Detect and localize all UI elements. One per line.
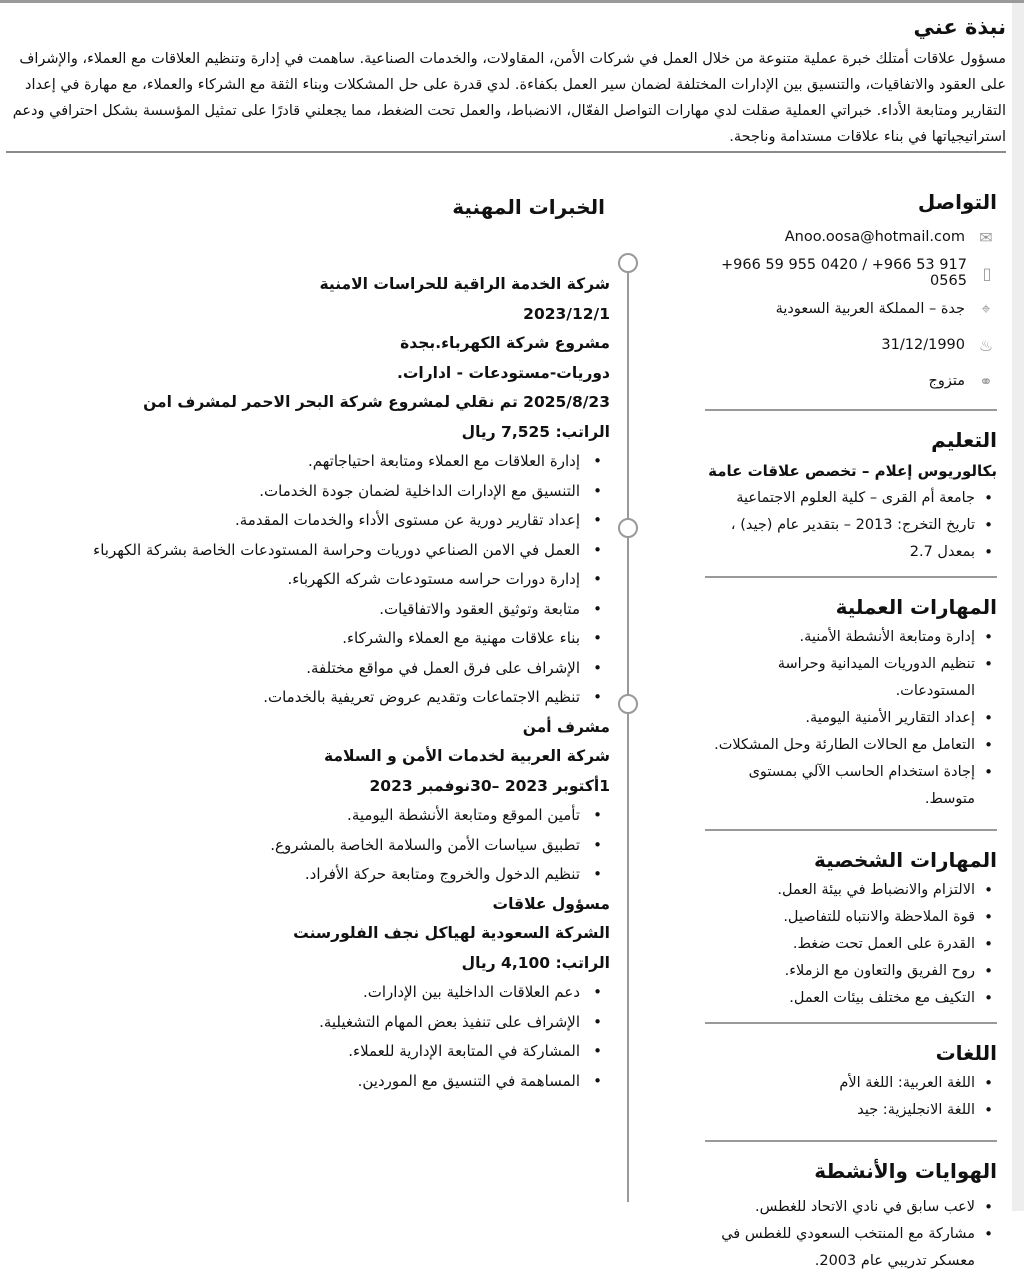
marital-text: متزوج xyxy=(928,373,965,389)
list-item: • الإشراف على فرق العمل في مواقع مختلفة. xyxy=(10,654,610,684)
about-text: مسؤول علاقات أمتلك خبرة عملية متنوعة من خلال العمل في شركات الأمن، المقاولات، والخدمات الصناعية. ساهمت في إدارة وتنظيم العلاقات مع العملاء، والإشراف على العقود والاتفاقيات، والتنسيق بين الإدارات المختلفة لضمان سير العمل بكفاءة. لدي قدرة على حل المشكلات وبناء الثقة مع الشركاء والعملاء، مع مهارة في إعداد التقارير ومتابعة الأداء. خبراتي العملية صقلت لدي مهارات التواصل الفعّال، الانضباط، والعمل تحت الضغط، مما يجعلني قادرًا على تمثيل المؤسسة بشكل احترافي ودعم استراتيجياتها في بناء علاقات مستدامة وناجحة. xyxy=(12,51,1006,145)
list-item: • تاريخ التخرج: 2013 – بتقدير عام (جيد) ، xyxy=(705,512,997,539)
list-item: • تأمين الموقع ومتابعة الأنشطة اليومية. xyxy=(10,801,610,831)
list-item: • إعداد التقارير الأمنية اليومية. xyxy=(705,705,997,732)
list-item: • تنظيم الدخول والخروج ومتابعة حركة الأفراد. xyxy=(10,860,610,890)
list-item: • الالتزام والانضباط في بيئة العمل. xyxy=(705,877,997,904)
sidebar xyxy=(705,185,997,1275)
phone-text: +966 59 955 0420 / +966 53 917 0565 xyxy=(720,257,967,289)
list-item: • مشاركة مع المنتخب السعودي للغطس في معسكر تدريبي عام 2003. xyxy=(705,1221,997,1275)
contact-phone xyxy=(705,255,997,291)
job-line: مشروع شركة الكهرباء.بجدة xyxy=(400,334,610,352)
contact-birthdate xyxy=(705,327,997,363)
list-item: • التعامل مع الحالات الطارئة وحل المشكلات. xyxy=(705,732,997,759)
list-item: • تنظيم الاجتماعات وتقديم عروض تعريفية بالخدمات. xyxy=(10,683,610,713)
location-pin-icon: ⌖ xyxy=(981,299,991,318)
job-line: 2025/8/23 تم نقلي لمشروع شركة البحر الاحمر لمشرف امن xyxy=(143,393,610,411)
about-title: نبذة عني xyxy=(913,15,1006,39)
divider xyxy=(705,829,997,831)
list-item: • التكيف مع مختلف بيئات العمل. xyxy=(705,985,997,1012)
list-item: • إدارة ومتابعة الأنشطة الأمنية. xyxy=(705,624,997,651)
divider xyxy=(705,1022,997,1024)
personal-skills-title: المهارات الشخصية xyxy=(813,848,997,872)
hobbies-title: الهوايات والأنشطة xyxy=(814,1159,997,1183)
timeline-line xyxy=(627,262,629,1202)
page-margin xyxy=(1012,0,1024,1211)
contact-email xyxy=(705,219,997,255)
personal-skills-list xyxy=(705,877,997,1012)
degree: بكالوريوس إعلام – تخصص علاقات عامة xyxy=(708,462,997,480)
practical-skills-title: المهارات العملية xyxy=(835,595,997,619)
hobbies-list xyxy=(705,1194,997,1275)
birthdate-text: 31/12/1990 xyxy=(881,337,965,353)
education-title: التعليم xyxy=(931,428,997,452)
job-line: مشرف أمن xyxy=(522,717,610,736)
experience-section xyxy=(10,190,610,1096)
list-item: • اللغة العربية: اللغة الأم xyxy=(705,1070,997,1097)
email-text: Anoo.oosa@hotmail.com xyxy=(784,229,965,245)
timeline-dot xyxy=(618,253,638,273)
job-duties xyxy=(10,801,610,890)
list-item: • التنسيق مع الإدارات الداخلية لضمان جودة الخدمات. xyxy=(10,477,610,507)
job-line: شركة العربية لخدمات الأمن و السلامة xyxy=(324,747,610,765)
cake-icon: ♨ xyxy=(978,335,994,355)
job-line: 1أكتوبر 2023 –30نوفمبر 2023 xyxy=(369,776,610,795)
list-item: • بناء علاقات مهنية مع العملاء والشركاء. xyxy=(10,624,610,654)
location-text: جدة – المملكة العربية السعودية xyxy=(775,301,965,317)
contact-title: التواصل xyxy=(917,190,997,214)
contact-marital xyxy=(705,363,997,399)
envelope-icon: ✉ xyxy=(979,227,993,247)
job-line: مسؤول علاقات xyxy=(492,894,610,913)
list-item: • لاعب سابق في نادي الاتحاد للغطس. xyxy=(705,1194,997,1221)
languages-title: اللغات xyxy=(935,1041,997,1065)
divider xyxy=(705,1140,997,1142)
timeline-dot xyxy=(618,518,638,538)
job-line: شركة الخدمة الراقية للحراسات الامنية xyxy=(319,275,610,293)
list-item: • متابعة وتوثيق العقود والاتفاقيات. xyxy=(10,595,610,625)
practical-skills-list xyxy=(705,624,997,813)
list-item: • إدارة دورات حراسه مستودعات شركه الكهرباء. xyxy=(10,565,610,595)
rings-icon: ⚭ xyxy=(979,371,993,391)
job-line: الراتب: 7,525 ريال xyxy=(461,422,610,441)
job-duties xyxy=(10,447,610,713)
job-line: الراتب: 4,100 ريال xyxy=(461,953,610,972)
list-item: • الإشراف على تنفيذ بعض المهام التشغيلية. xyxy=(10,1008,610,1038)
list-item: • القدرة على العمل تحت ضغط. xyxy=(705,931,997,958)
list-item: • المساهمة في التنسيق مع الموردين. xyxy=(10,1067,610,1097)
top-border xyxy=(0,0,1024,3)
job-entry xyxy=(10,890,610,1097)
list-item: • إدارة العلاقات مع العملاء ومتابعة احتياجاتهم. xyxy=(10,447,610,477)
list-item: • المشاركة في المتابعة الإدارية للعملاء. xyxy=(10,1037,610,1067)
list-item: • اللغة الانجليزية: جيد xyxy=(705,1097,997,1124)
job-line: دوريات-مستودعات - ادارات. xyxy=(396,363,610,382)
job-entry xyxy=(10,270,610,713)
divider xyxy=(705,409,997,411)
experience-title: الخبرات المهنية xyxy=(452,195,605,219)
divider xyxy=(6,151,1006,153)
divider xyxy=(705,576,997,578)
list-item: • قوة الملاحظة والانتباه للتفاصيل. xyxy=(705,904,997,931)
timeline-dot xyxy=(618,694,638,714)
list-item: • العمل في الامن الصناعي دوريات وحراسة المستودعات الخاصة بشركة الكهرباء xyxy=(10,536,610,566)
list-item: • إجادة استخدام الحاسب الآلي بمستوى متوسط. xyxy=(705,759,997,813)
list-item: • إعداد تقارير دورية عن مستوى الأداء والخدمات المقدمة. xyxy=(10,506,610,536)
job-line: 2023/12/1 xyxy=(523,304,610,323)
languages-list xyxy=(705,1070,997,1124)
phone-icon: ▯ xyxy=(982,263,992,283)
list-item: • دعم العلاقات الداخلية بين الإدارات. xyxy=(10,978,610,1008)
job-entry xyxy=(10,713,610,890)
education-list xyxy=(705,485,997,566)
list-item: • تطبيق سياسات الأمن والسلامة الخاصة بالمشروع. xyxy=(10,831,610,861)
about-section xyxy=(6,12,1006,150)
list-item: • بمعدل 2.7 xyxy=(705,539,997,566)
list-item: • روح الفريق والتعاون مع الزملاء. xyxy=(705,958,997,985)
job-line: الشركة السعودية لهياكل نجف الفلورسنت xyxy=(293,924,610,942)
list-item: • جامعة أم القرى – كلية العلوم الاجتماعية xyxy=(705,485,997,512)
job-duties xyxy=(10,978,610,1096)
list-item: • تنظيم الدوريات الميدانية وحراسة المستودعات. xyxy=(705,651,997,705)
contact-location xyxy=(705,291,997,327)
